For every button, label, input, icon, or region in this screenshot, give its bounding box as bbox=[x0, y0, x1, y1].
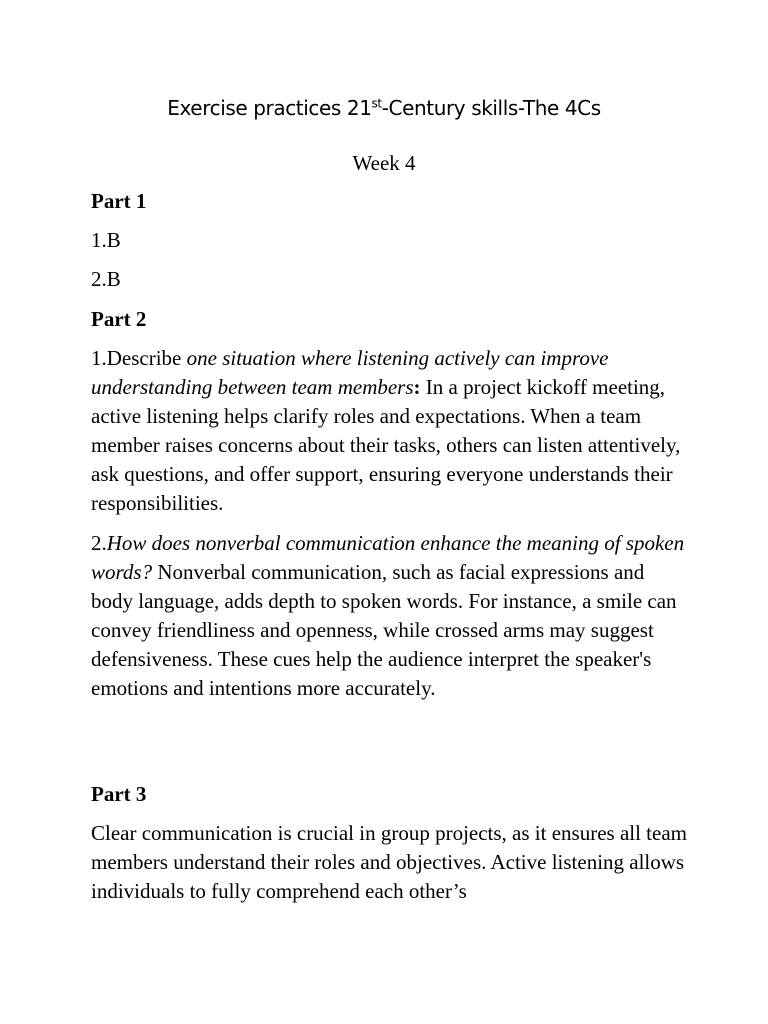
title-rest: -Century skills-The 4Cs bbox=[381, 96, 601, 120]
part1-answer-2: 2.B bbox=[91, 267, 121, 291]
title-main: Exercise practices 21 bbox=[167, 96, 372, 120]
title-superscript: st bbox=[371, 96, 382, 111]
part1-heading: Part 1 bbox=[91, 189, 147, 213]
part3-heading: Part 3 bbox=[91, 782, 147, 806]
q2-answer: Nonverbal communication, such as facial expressions and body language, adds depth to spoken words. For instance, a smile can convey friendliness and openness, while crossed arms may suggest defensiveness. These cues help the audience interpret the speaker's emotions and intentions more accurately. bbox=[91, 560, 677, 700]
q2-prompt: How does nonverbal communication enhance the meaning of spoken words? bbox=[91, 531, 685, 584]
part2-question-1 bbox=[91, 344, 691, 518]
week-label: Week 4 bbox=[352, 151, 416, 175]
q1-colon: : bbox=[413, 375, 421, 399]
q1-prompt: one situation where listening actively can improve understanding between team members bbox=[91, 346, 609, 399]
document-title bbox=[0, 93, 768, 123]
q2-number: 2. bbox=[91, 531, 107, 555]
part2-heading: Part 2 bbox=[91, 307, 147, 331]
part2-question-2 bbox=[91, 529, 691, 703]
q1-answer: In a project kickoff meeting, active listening helps clarify roles and expectations. When a team member raises concerns about their tasks, others can listen attentively, ask questions, and offer support, ensuring everyone understands their responsibilities. bbox=[91, 375, 681, 515]
part1-answer-1: 1.B bbox=[91, 228, 121, 252]
part3-paragraph: Clear communication is crucial in group projects, as it ensures all team members understand their roles and objectives. Active listening allows individuals to fully comprehend each other’s bbox=[91, 821, 687, 903]
q1-number: 1.Describe bbox=[91, 346, 187, 370]
